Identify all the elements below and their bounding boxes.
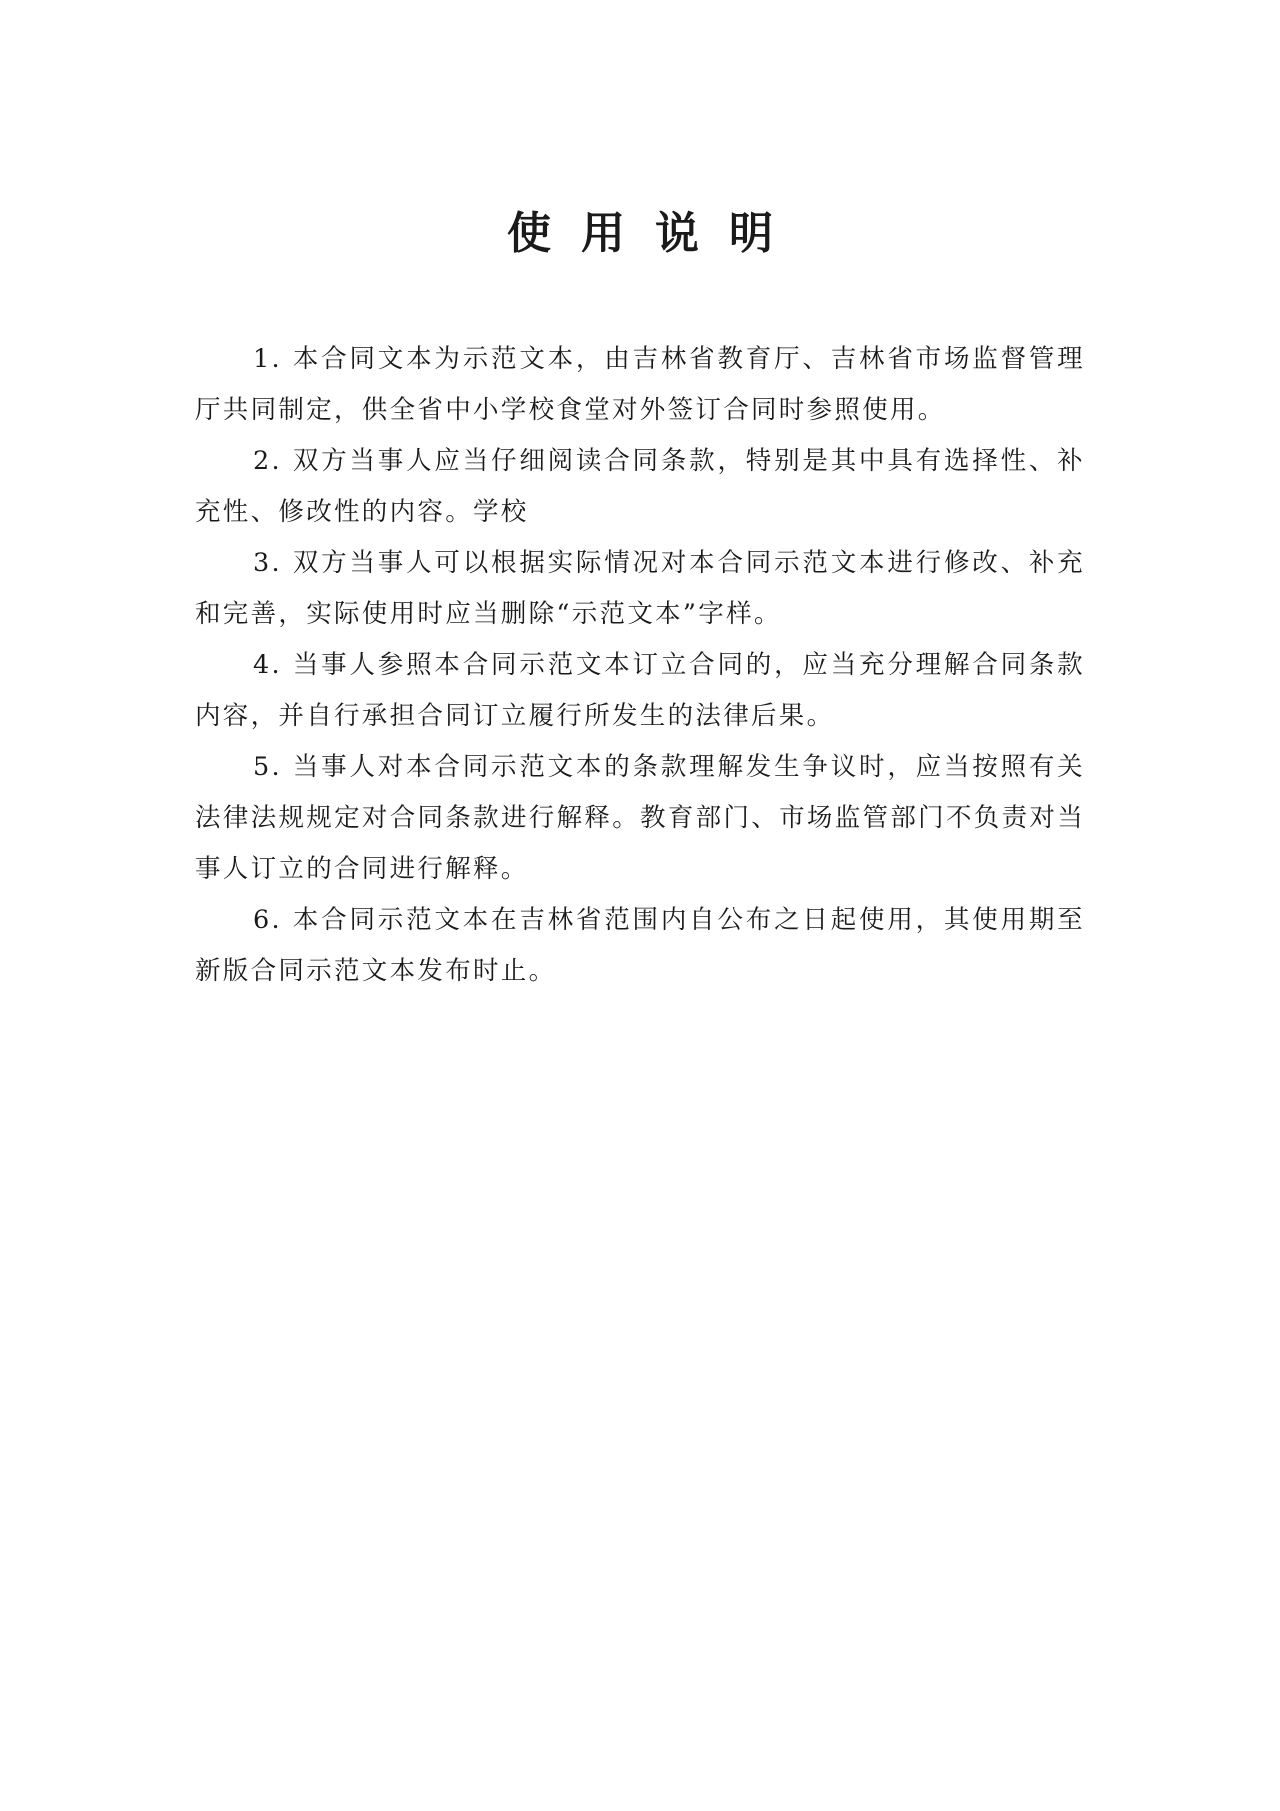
paragraph-4: 4. 当事人参照本合同示范文本订立合同的，应当充分理解合同条款内容，并自行承担合同订立履行所发生的法律后果。 xyxy=(195,650,1085,731)
document-body xyxy=(195,334,1085,997)
paragraph-2: 2. 双方当事人应当仔细阅读合同条款，特别是其中具有选择性、补充性、修改性的内容。学校 xyxy=(195,446,1085,527)
paragraph-6: 6. 本合同示范文本在吉林省范围内自公布之日起使用，其使用期至新版合同示范文本发布时止。 xyxy=(195,905,1085,986)
paragraph-1: 1. 本合同文本为示范文本，由吉林省教育厅、吉林省市场监督管理厅共同制定，供全省中小学校食堂对外签订合同时参照使用。 xyxy=(195,344,1085,425)
page-title: 使用说明 xyxy=(507,208,803,259)
paragraph-3: 3. 双方当事人可以根据实际情况对本合同示范文本进行修改、补充和完善，实际使用时应当删除“示范文本”字样。 xyxy=(195,548,1085,629)
paragraph-5: 5. 当事人对本合同示范文本的条款理解发生争议时，应当按照有关法律法规规定对合同条款进行解释。教育部门、市场监管部门不负责对当事人订立的合同进行解释。 xyxy=(195,752,1085,884)
